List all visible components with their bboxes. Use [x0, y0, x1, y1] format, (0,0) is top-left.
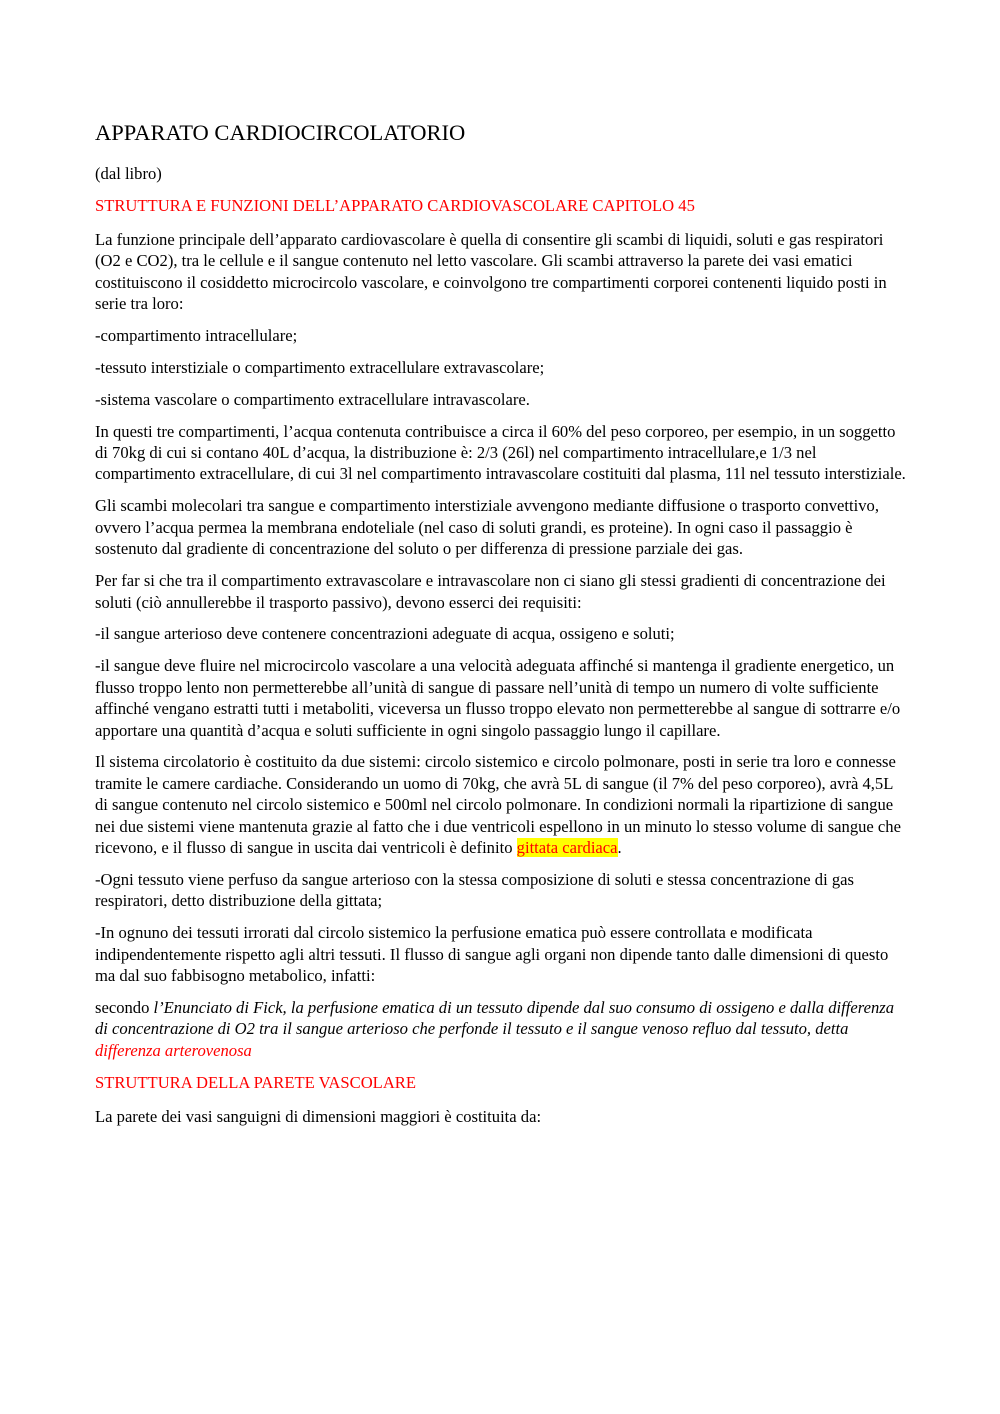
list-item: -tessuto interstiziale o compartimento extracellulare extravascolare; [95, 357, 545, 377]
list-item: -il sangue arterioso deve contenere concentrazioni adeguate di acqua, ossigeno e soluti; [95, 624, 675, 644]
list-item: -sistema vascolare o compartimento extracellulare intravascolare. [95, 389, 530, 409]
list-item: -compartimento intracellulare; [95, 325, 298, 345]
section-heading-vascular-wall: STRUTTURA DELLA PARETE VASCOLARE [95, 1072, 417, 1092]
paragraph: Gli scambi molecolari tra sangue e compartimento interstiziale avvengono mediante diffusione o trasporto convettivo, ovvero l’acqua permea la membrana endoteliale (nel caso di soluti grandi, es proteine). In ogni caso il passaggio è sostenuto dal gradiente di concentrazione del soluto o per differenza di pressione parziale dei gas. [95, 496, 879, 559]
paragraph: In questi tre compartimenti, l’acqua contenuta contribuisce a circa il 60% del peso corporeo, per esempio, in un soggetto di 70kg di cui si contano 40L d’acqua, la distribuzione è: 2/3 (26l) nel compartimento intracellulare,e 1/3 nel compartimento extracellulare, di cui 3l nel compartimento intravascolare costituiti dal plasma, 11l nel tessuto interstiziale. [95, 421, 906, 484]
paragraph-text: secondo [95, 998, 154, 1017]
highlighted-term: gittata cardiaca [516, 838, 618, 858]
list-item: -il sangue deve fluire nel microcircolo vascolare a una velocità adeguata affinché si mantenga il gradiente energetico, un flusso troppo lento non permetterebbe all’unità di sangue di passare nell’unità di tempo un numero di volte sufficiente affinché vengano estratti tutti i metaboliti, viceversa un flusso troppo elevato non permetterebbe al sangue di sottrarre e/o apportare una quantità d’acqua e soluti sufficiente in ogni singolo passaggio lungo il capillare. [95, 656, 901, 740]
list-item: -In ognuno dei tessuti irrorati dal circolo sistemico la perfusione ematica può essere controllata e modificata indipendentemente rispetto agli altri tessuti. Il flusso di sangue agli organi non dipende tanto dalle dimensioni di questo ma dal suo fabbisogno metabolico, infatti: [95, 923, 889, 986]
paragraph: La parete dei vasi sanguigni di dimensioni maggiori è costituita da: [95, 1106, 542, 1126]
paragraph-text: Il sistema circolatorio è costituito da due sistemi: circolo sistemico e circolo polmonare, posti in serie tra loro e connesse tramite le camere cardiache. Considerando un uomo di 70kg, che avrà 5L di sangue (il 7% del peso corporeo), avrà 4,5L di sangue contenuto nel circolo sistemico e 500ml nel circolo polmonare. In condizioni normali la ripartizione di sangue nei due sistemi viene mantenuta grazie al fatto che i due ventricoli espellono in un minuto lo stesso volume di sangue che ricevono, e il flusso di sangue in uscita dai ventricoli è definito [95, 752, 901, 858]
italic-text: l’Enunciato di Fick, la perfusione ematica di un tessuto dipende dal suo consumo di ossigeno e dalla differenza di concentrazione di O2 tra il sangue arterioso che perfonde il tessuto e il sangue venoso refluo dal tessuto, detta [95, 998, 895, 1039]
document-subtitle: (dal libro) [95, 164, 162, 183]
paragraph: Per far si che tra il compartimento extravascolare e intravascolare non ci siano gli stessi gradienti di concentrazione dei soluti (ciò annullerebbe il trasporto passivo), devono esserci dei requisiti: [95, 571, 886, 612]
paragraph-fick [95, 997, 907, 1061]
list-item: -Ogni tessuto viene perfuso da sangue arterioso con la stessa composizione di soluti e stessa concentrazione di gas respiratori, detto distribuzione della gittata; [95, 869, 854, 911]
document-title: APPARATO CARDIOCIRCOLATORIO [95, 120, 466, 145]
paragraph-text: . [617, 838, 622, 858]
section-heading-structure-functions: STRUTTURA E FUNZIONI DELL’APPARATO CARDIOVASCOLARE CAPITOLO 45 [95, 195, 695, 215]
red-term: differenza arterovenosa [95, 1040, 252, 1060]
paragraph: La funzione principale dell’apparato cardiovascolare è quella di consentire gli scambi di liquidi, soluti e gas respiratori (O2 e CO2), tra le cellule e il sangue contenuto nel letto vascolare. Gli scambi attraverso la parete dei vasi ematici costituiscono il cosiddetto microcircolo vascolare, e coinvolgono tre compartimenti corporei contenenti liquido posti in serie tra loro: [95, 229, 887, 314]
paragraph-circulatory-system [95, 751, 907, 858]
document-page [95, 118, 907, 1138]
